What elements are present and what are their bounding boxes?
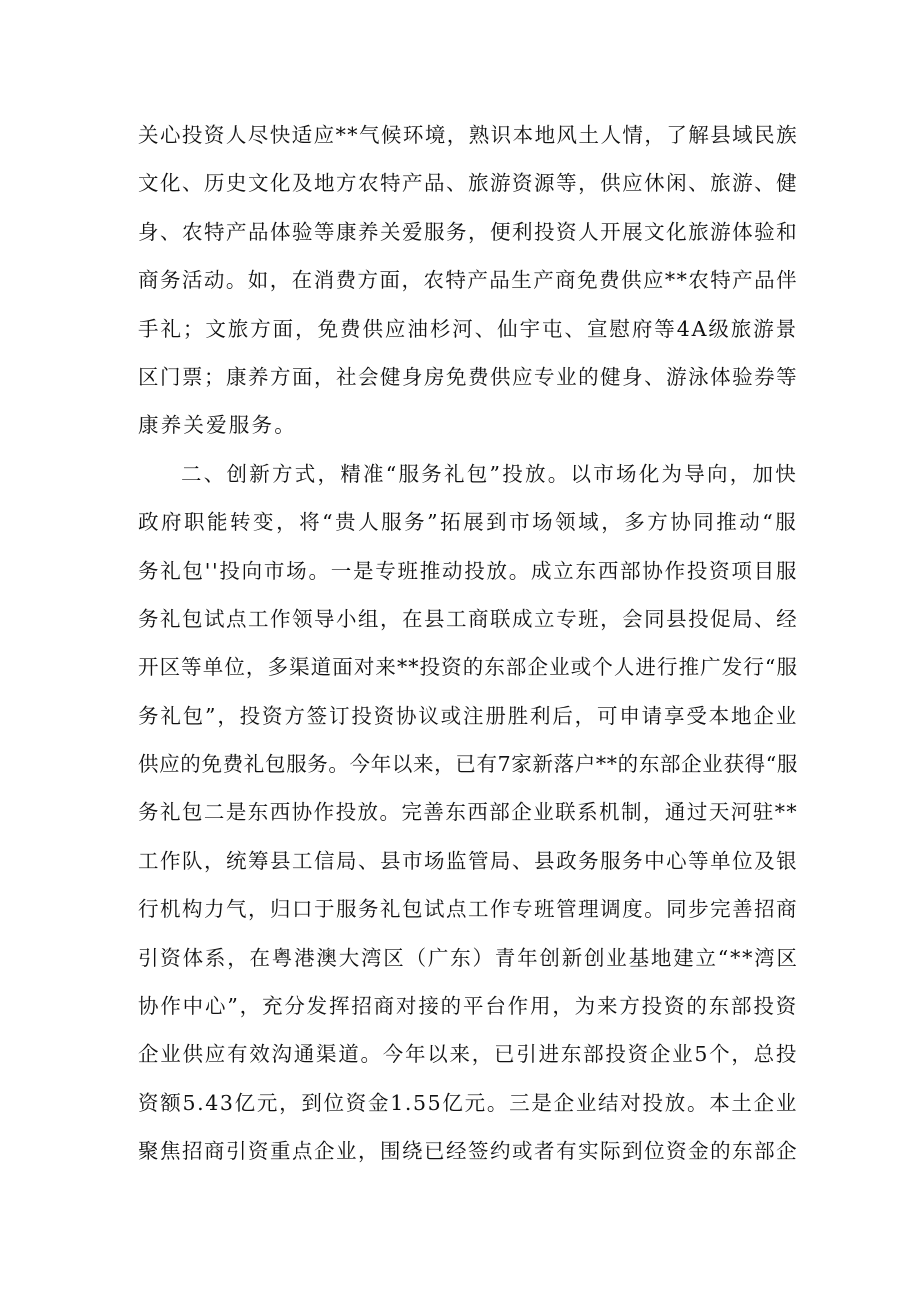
paragraph-2-line-6: 务礼包”，投资方签订投资协议或注册胜利后，可申请享受本地企业 — [138, 703, 798, 728]
paragraph-1-line-1: 关心投资人尽快适应**气候环境，熟识本地风土人情，了解县域民族 — [138, 123, 798, 147]
paragraph-1-line-2: 文化、历史文化及地方农特产品、旅游资源等，供应休闲、旅游、健 — [138, 171, 798, 196]
paragraph-2-line-7: 供应的免费礼包服务。今年以来，已有7家新落户**的东部企业获得“服 — [138, 752, 798, 777]
paragraph-2-line-8: 务礼包二是东西协作投放。完善东西部企业联系机制，通过天河驻** — [138, 800, 798, 825]
paragraph-2-line-4: 务礼包试点工作领导小组，在县工商联成立专班，会同县投促局、经 — [138, 606, 798, 631]
paragraph-1-line-5: 手礼；文旅方面，免费供应油杉河、仙宇屯、宣慰府等4A级旅游景 — [138, 316, 798, 341]
paragraph-1-line-4: 商务活动。如，在消费方面，农特产品生产商免费供应**农特产品伴 — [138, 268, 798, 293]
paragraph-2-line-1: 二、创新方式，精准“服务礼包”投放。以市场化为导向，加快 — [181, 461, 798, 486]
paragraph-2-line-12: 协作中心”，充分发挥招商对接的平台作用，为来方投资的东部投资 — [138, 994, 798, 1019]
paragraph-2 — [138, 450, 798, 1176]
paragraph-1 — [138, 111, 798, 450]
paragraph-2-line-2: 政府职能转变，将“贵人服务”拓展到市场领域，多方协同推动“服 — [138, 510, 798, 535]
paragraph-1-line-3: 身、农特产品体验等康养关爱服务，便利投资人开展文化旅游体验和 — [138, 219, 798, 244]
paragraph-2-line-11: 引资体系，在粤港澳大湾区（广东）青年创新创业基地建立“**湾区 — [138, 945, 799, 970]
paragraph-2-line-3: 务礼包''投向市场。一是专班推动投放。成立东西部协作投资项目服 — [138, 558, 798, 583]
paragraph-2-line-5: 开区等单位，多渠道面对来**投资的东部企业或个人进行推广发行“服 — [138, 655, 798, 680]
paragraph-2-line-15: 聚焦招商引资重点企业，围绕已经签约或者有实际到位资金的东部企 — [138, 1139, 798, 1164]
paragraph-2-line-9: 工作队，统筹县工信局、县市场监管局、县政务服务中心等单位及银 — [138, 848, 798, 873]
paragraph-2-line-13: 企业供应有效沟通渠道。今年以来，已引进东部投资企业5个，总投 — [138, 1042, 798, 1067]
document-body — [138, 111, 798, 1176]
paragraph-1-line-7: 康养关爱服务。 — [138, 413, 297, 438]
paragraph-2-line-10: 行机构力气，归口于服务礼包试点工作专班管理调度。同步完善招商 — [138, 897, 798, 922]
paragraph-2-line-14: 资额5.43亿元，到位资金1.55亿元。三是企业结对投放。本土企业 — [138, 1090, 798, 1115]
paragraph-1-line-6: 区门票；康养方面，社会健身房免费供应专业的健身、游泳体验券等 — [138, 364, 798, 389]
